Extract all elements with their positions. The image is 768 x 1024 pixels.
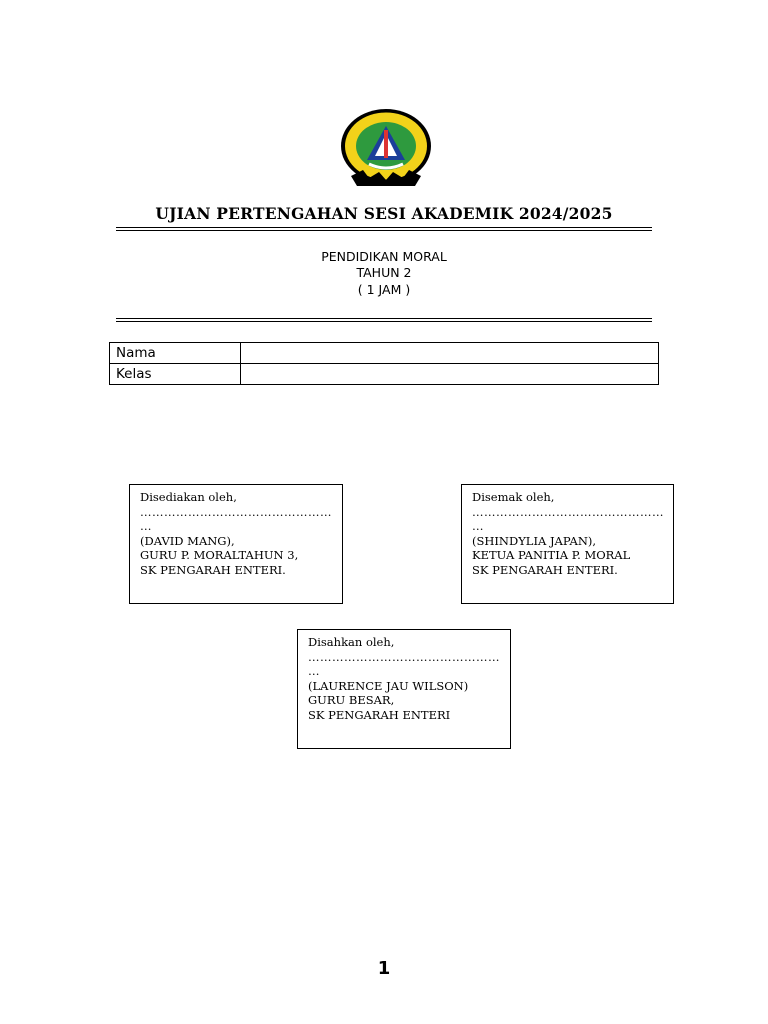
approved-by-role: GURU BESAR, xyxy=(308,693,395,707)
table-row xyxy=(110,343,659,364)
name-field[interactable] xyxy=(241,343,659,364)
approved-by-name: (LAURENCE JAU WILSON) xyxy=(308,678,469,693)
checked-by-role: KETUA PANITIA P. MORAL xyxy=(472,548,631,562)
approved-signature-line-end: … xyxy=(308,664,320,678)
prepared-by-school: SK PENGARAH ENTERI. xyxy=(140,562,286,577)
class-field[interactable] xyxy=(241,364,659,385)
checked-by-school: SK PENGARAH ENTERI. xyxy=(472,562,618,577)
checked-by-box xyxy=(461,484,674,604)
subject-name: PENDIDIKAN MORAL xyxy=(321,249,447,264)
class-label: Kelas xyxy=(110,364,241,385)
checked-by-heading: Disemak oleh, xyxy=(472,490,555,504)
section-divider-top xyxy=(116,318,652,319)
checked-signature-line-end: … xyxy=(472,519,484,533)
prepared-by-heading: Disediakan oleh, xyxy=(140,490,237,504)
checked-signature-line: ………………………………………… xyxy=(472,504,664,519)
exam-duration: ( 1 JAM ) xyxy=(357,282,411,297)
prepared-signature-line-end: … xyxy=(140,519,152,533)
subject-level: TAHUN 2 xyxy=(356,265,412,280)
section-divider-bottom xyxy=(116,321,652,322)
prepared-signature-line: ………………………………………… xyxy=(140,504,332,519)
student-info-table xyxy=(109,342,659,385)
school-logo-icon xyxy=(339,106,433,190)
prepared-by-name: (DAVID MANG), xyxy=(140,533,235,548)
name-label: Nama xyxy=(110,343,241,364)
approved-signature-line: ………………………………………… xyxy=(308,649,500,664)
checked-by-name: (SHINDYLIA JAPAN), xyxy=(472,533,597,548)
title-divider-top xyxy=(116,227,652,228)
approved-by-box xyxy=(297,629,511,749)
exam-title: UJIAN PERTENGAHAN SESI AKADEMIK 2024/2025 xyxy=(155,204,613,223)
prepared-by-role: GURU P. MORALTAHUN 3, xyxy=(140,548,299,562)
page-number: 1 xyxy=(377,958,391,979)
approved-by-school: SK PENGARAH ENTERI xyxy=(308,707,451,722)
approved-by-heading: Disahkan oleh, xyxy=(308,635,395,649)
table-row xyxy=(110,364,659,385)
prepared-by-box xyxy=(129,484,343,604)
title-divider-bottom xyxy=(116,230,652,231)
